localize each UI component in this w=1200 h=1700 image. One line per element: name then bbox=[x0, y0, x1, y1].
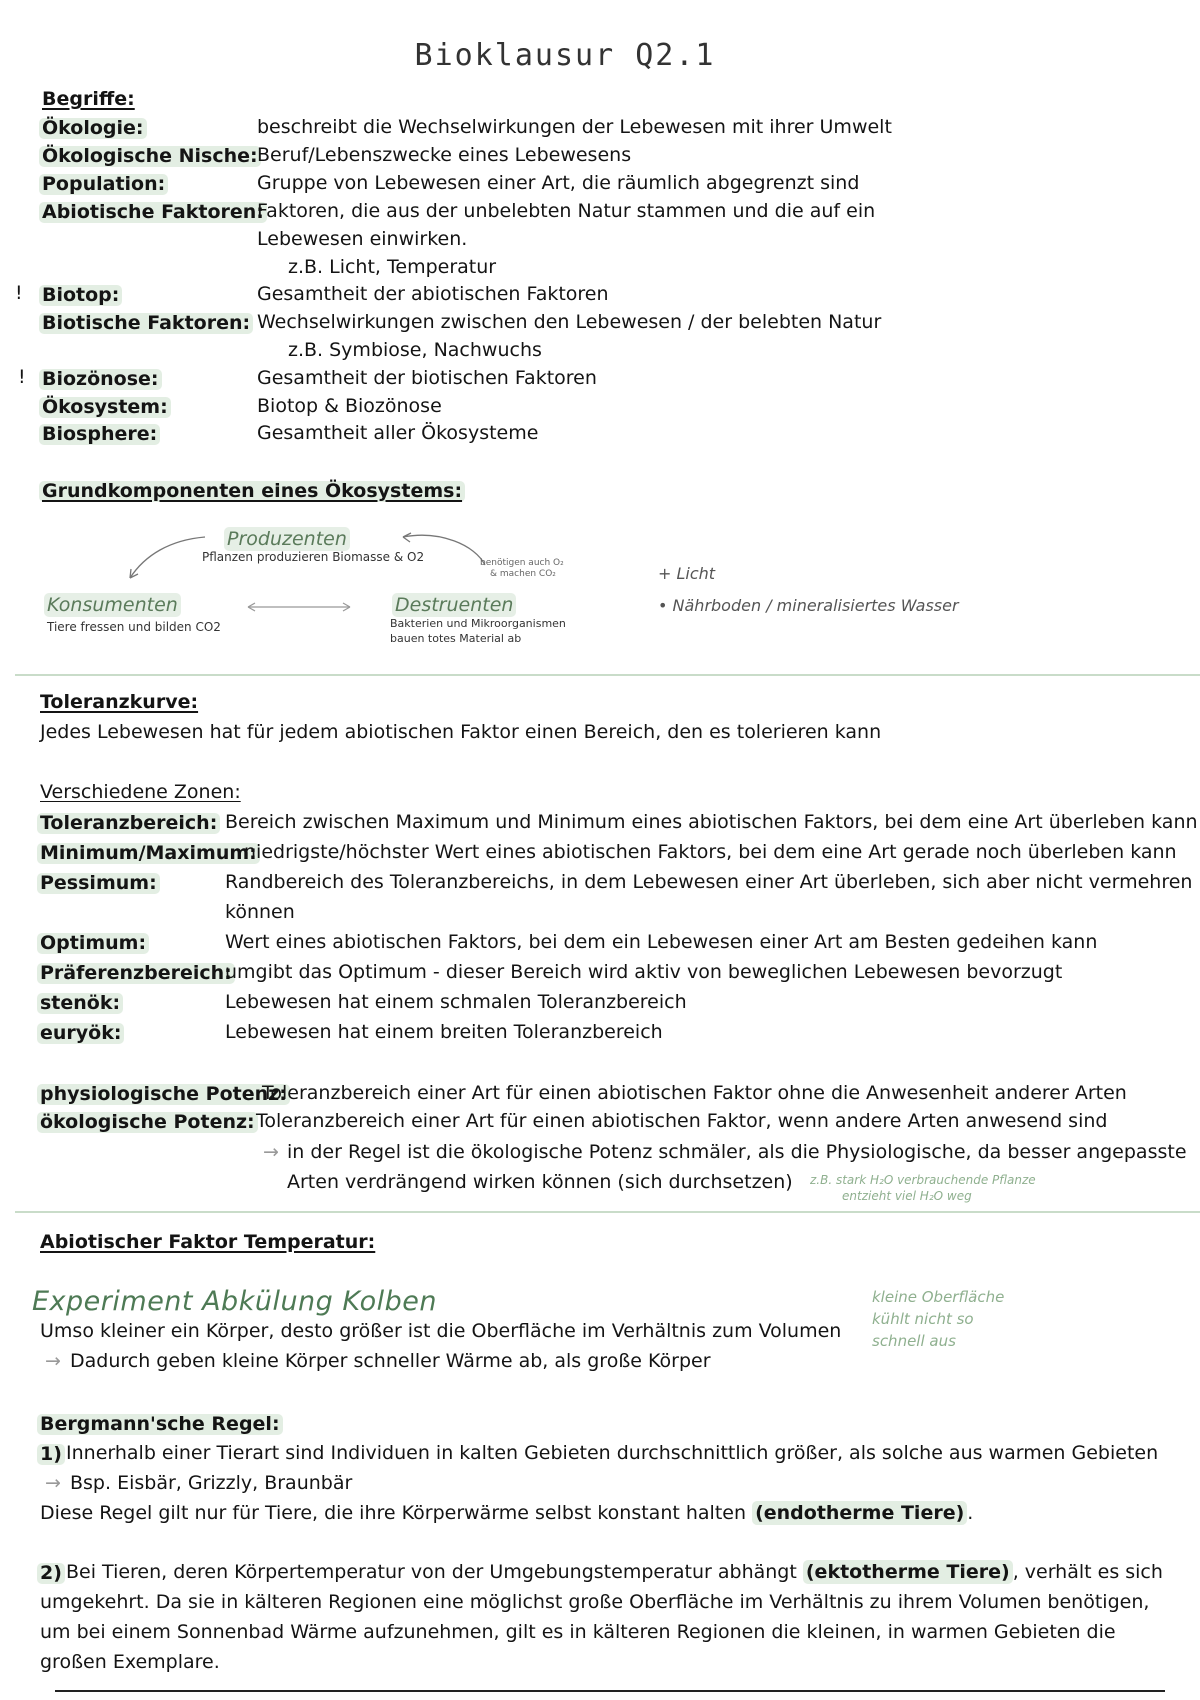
def-oeko-potenz: Toleranzbereich einer Art für einen abiotischen Faktor, wenn andere Arten anwesend sind bbox=[256, 1110, 1108, 1132]
endotherm-highlight: (endotherme Tiere) bbox=[752, 1501, 967, 1525]
toleranz-heading: Toleranzkurve: bbox=[40, 691, 199, 713]
def-biotop: Gesamtheit der abiotischen Faktoren bbox=[257, 283, 609, 305]
bergmann-heading: Bergmann'sche Regel: bbox=[37, 1414, 283, 1435]
arrow-note-1: benötigen auch O₂ bbox=[480, 558, 564, 568]
toleranz-intro: Jedes Lebewesen hat für jedem abiotischen Faktor einen Bereich, den es tolerieren kann bbox=[40, 721, 882, 743]
exclamation-mark: ! bbox=[15, 282, 23, 304]
rule2-line-2: umgekehrt. Da sie in kälteren Regionen eine möglichst große Oberfläche im Verhältnis zu ihrem Volumen benötigen, bbox=[40, 1591, 1150, 1613]
section-separator bbox=[15, 674, 1200, 676]
def-oekosystem: Biotop & Biozönose bbox=[257, 395, 442, 417]
produzenten-label: Produzenten bbox=[224, 527, 350, 551]
side-note-1: kleine Oberfläche bbox=[872, 1288, 1005, 1306]
destruenten-note-2: bauen totes Material ab bbox=[390, 632, 522, 645]
rule2-line-1: Bei Tieren, deren Körpertemperatur von der Umgebungstemperatur abhängt (ektotherme Tiere) , verhält es sich bbox=[66, 1561, 1163, 1583]
def-abiotisch-cont: Lebewesen einwirken. bbox=[257, 228, 468, 250]
def-stenoek: Lebewesen hat einem schmalen Toleranzbereich bbox=[225, 991, 687, 1013]
term-euryoek: euryök: bbox=[37, 1023, 124, 1044]
def-abiotisch: Faktoren, die aus der unbelebten Natur stammen und die auf ein bbox=[257, 200, 876, 222]
def-population: Gruppe von Lebewesen einer Art, die räumlich abgegrenzt sind bbox=[257, 172, 860, 194]
grundkomponenten-heading: Grundkomponenten eines Ökosystems: bbox=[39, 481, 465, 502]
def-euryoek: Lebewesen hat einem breiten Toleranzbereich bbox=[225, 1021, 663, 1043]
potenz-note-1: z.B. stark H₂O verbrauchende Pflanze bbox=[810, 1173, 1036, 1187]
def-nische: Beruf/Lebenszwecke eines Lebewesens bbox=[257, 144, 632, 166]
produzenten-note: Pflanzen produzieren Biomasse & O2 bbox=[202, 550, 425, 564]
exclamation-mark: ! bbox=[18, 366, 26, 388]
term-phys-potenz: physiologische Potenz: bbox=[37, 1084, 290, 1105]
term-biozoenose: Biozönose: bbox=[39, 369, 162, 390]
rule1-text: Innerhalb einer Tierart sind Individuen in kalten Gebieten durchschnittlich größer, als solche aus warmen Gebieten bbox=[66, 1442, 1159, 1464]
term-biotop: Biotop: bbox=[39, 285, 122, 306]
temperatur-line-1: Umso kleiner ein Körper, desto größer ist die Oberfläche im Verhältnis zum Volumen bbox=[40, 1320, 842, 1342]
def-praeferenz: umgibt das Optimum - dieser Bereich wird aktiv von beweglichen Lebewesen bevorzugt bbox=[225, 961, 1063, 983]
def-toleranzbereich: Bereich zwischen Maximum und Minimum eines abiotischen Faktors, bei dem eine Art überleben kann bbox=[225, 811, 1198, 833]
rule1-number: 1) bbox=[37, 1444, 65, 1465]
def-optimum: Wert eines abiotischen Faktors, bei dem ein Lebewesen einer Art am Besten gedeihen kann bbox=[225, 931, 1098, 953]
arrow-icon: → bbox=[45, 1350, 61, 1372]
rule1-note: Diese Regel gilt nur für Tiere, die ihre Körperwärme selbst konstant halten (endotherme Tiere) . bbox=[40, 1502, 974, 1524]
term-biotisch: Biotische Faktoren: bbox=[39, 313, 253, 334]
section-separator bbox=[15, 1211, 1200, 1213]
destruenten-label: Destruenten bbox=[392, 593, 516, 617]
def-biozoenose: Gesamtheit der biotischen Faktoren bbox=[257, 367, 597, 389]
experiment-note: Experiment Abkülung Kolben bbox=[32, 1286, 438, 1317]
def-biotisch-example: z.B. Symbiose, Nachwuchs bbox=[288, 339, 542, 361]
term-oeko-potenz: ökologische Potenz: bbox=[37, 1112, 258, 1133]
term-oekologie: Ökologie: bbox=[39, 118, 147, 139]
def-pessimum-cont: können bbox=[225, 901, 295, 923]
term-nische: Ökologische Nische: bbox=[39, 146, 261, 167]
konsumenten-label: Konsumenten bbox=[44, 593, 181, 617]
potenz-note-2: entzieht viel H₂O weg bbox=[842, 1189, 972, 1203]
term-pessimum: Pessimum: bbox=[37, 873, 160, 894]
def-minmax: niedrigste/höchster Wert eines abiotischen Faktors, bei dem eine Art gerade noch überleben kann bbox=[244, 841, 1177, 863]
begriffe-heading: Begriffe: bbox=[42, 88, 135, 110]
rule2-number: 2) bbox=[37, 1563, 65, 1584]
term-stenoek: stenök: bbox=[37, 993, 123, 1014]
term-abiotisch: Abiotische Faktoren: bbox=[39, 202, 267, 223]
rule1-example: Bsp. Eisbär, Grizzly, Braunbär bbox=[70, 1472, 353, 1494]
extra-naehrboden: • Nährboden / mineralisiertes Wasser bbox=[658, 596, 959, 615]
extra-licht: + Licht bbox=[658, 564, 716, 583]
temperatur-heading: Abiotischer Faktor Temperatur: bbox=[40, 1231, 376, 1253]
temperatur-line-2: Dadurch geben kleine Körper schneller Wärme ab, als große Körper bbox=[70, 1350, 711, 1372]
arrow-icon: → bbox=[263, 1141, 279, 1163]
side-note-2: kühlt nicht so bbox=[872, 1310, 974, 1328]
zonen-heading: Verschiedene Zonen: bbox=[40, 781, 241, 803]
def-phys-potenz: Toleranzbereich einer Art für einen abiotischen Faktor ohne die Anwesenheit anderer Arten bbox=[262, 1082, 1127, 1104]
def-biosphere: Gesamtheit aller Ökosysteme bbox=[257, 422, 539, 444]
ektotherm-highlight: (ektotherme Tiere) bbox=[803, 1560, 1013, 1584]
konsumenten-note: Tiere fressen und bilden CO2 bbox=[47, 620, 221, 634]
def-abiotisch-example: z.B. Licht, Temperatur bbox=[288, 256, 497, 278]
term-population: Population: bbox=[39, 174, 168, 195]
side-note-3: schnell aus bbox=[872, 1332, 956, 1350]
def-oekologie: beschreibt die Wechselwirkungen der Lebewesen mit ihrer Umwelt bbox=[257, 116, 892, 138]
term-optimum: Optimum: bbox=[37, 933, 149, 954]
potenz-explanation-1: in der Regel ist die ökologische Potenz schmäler, als die Physiologische, da besser angepasste bbox=[287, 1141, 1187, 1163]
bottom-divider bbox=[55, 1690, 1165, 1692]
term-oekosystem: Ökosystem: bbox=[39, 397, 171, 418]
term-praeferenz: Präferenzbereich: bbox=[37, 963, 235, 984]
page-title: Bioklausur Q2.1 bbox=[414, 38, 716, 73]
arrow-note-2: & machen CO₂ bbox=[490, 569, 556, 579]
rule2-line-4: großen Exemplare. bbox=[40, 1651, 220, 1673]
arrow-icon: → bbox=[45, 1472, 61, 1494]
term-toleranzbereich: Toleranzbereich: bbox=[37, 813, 220, 834]
def-biotisch: Wechselwirkungen zwischen den Lebewesen / der belebten Natur bbox=[257, 311, 882, 333]
destruenten-note-1: Bakterien und Mikroorganismen bbox=[390, 617, 566, 630]
potenz-explanation-2: Arten verdrängend wirken können (sich durchsetzen) bbox=[287, 1171, 793, 1193]
def-pessimum: Randbereich des Toleranzbereichs, in dem Lebewesen einer Art überleben, sich aber nicht vermehren bbox=[225, 871, 1193, 893]
rule2-line-3: um bei einem Sonnenbad Wärme aufzunehmen, gilt es in kälteren Regionen die kleinen, in warmen Gebieten die bbox=[40, 1621, 1116, 1643]
term-minmax: Minimum/Maximum: bbox=[37, 843, 260, 864]
term-biosphere: Biosphere: bbox=[39, 424, 160, 445]
